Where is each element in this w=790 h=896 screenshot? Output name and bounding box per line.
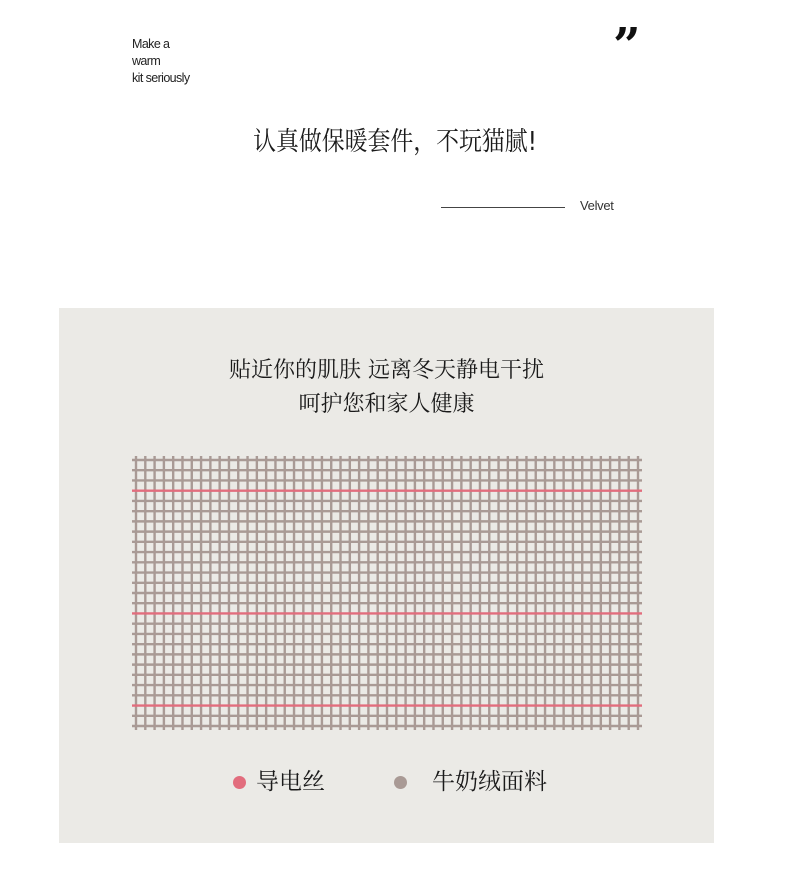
legend-item-milk-velvet — [394, 762, 547, 802]
tagline-line-3: kit seriously — [132, 71, 190, 85]
quote-mark-icon: ” — [613, 18, 637, 74]
tagline-line-2: warm — [132, 54, 161, 68]
tagline — [132, 36, 190, 87]
legend-dot-milk-velvet-icon — [394, 776, 407, 789]
fabric-grid-illustration — [132, 456, 642, 730]
legend-dot-conductive-icon — [233, 776, 246, 789]
signature-name: Velvet — [580, 198, 614, 213]
panel-title — [59, 354, 714, 422]
signature-divider — [441, 207, 565, 208]
tagline-line-1: Make a — [132, 37, 170, 51]
feature-panel — [59, 308, 714, 843]
panel-title-line-2: 呵护您和家人健康 — [298, 392, 475, 417]
headline: 认真做保暖套件，不玩猫腻! — [253, 127, 537, 157]
legend — [59, 762, 714, 802]
panel-title-line-1: 贴近你的肌肤 远离冬天静电干扰 — [229, 358, 544, 383]
legend-item-conductive — [233, 762, 325, 802]
legend-label-milk-velvet: 牛奶绒面料 — [432, 769, 547, 795]
legend-label-conductive: 导电丝 — [256, 769, 325, 795]
